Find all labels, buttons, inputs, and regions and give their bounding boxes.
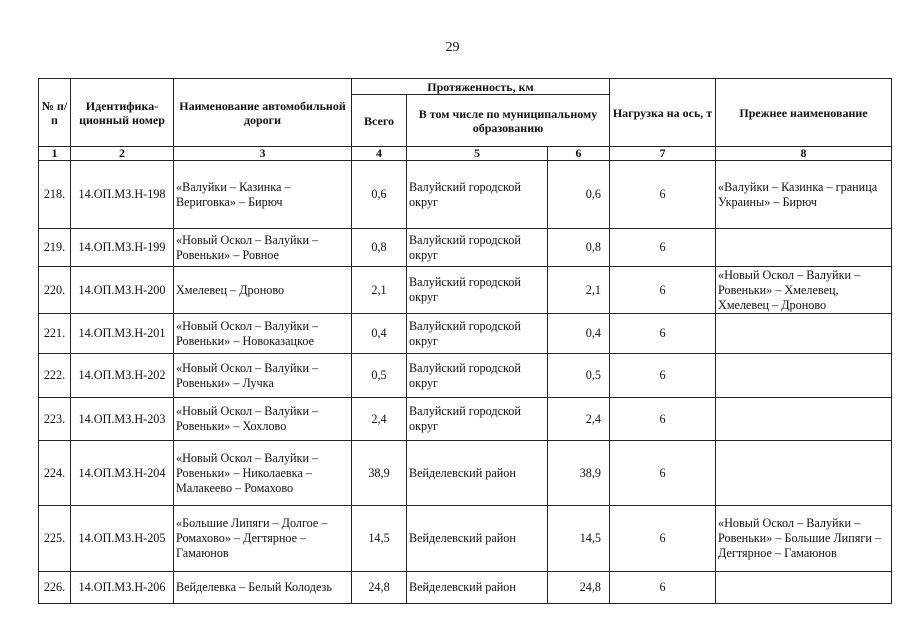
row-municipality: Вейделевский район	[407, 572, 548, 604]
table-row	[39, 314, 892, 354]
row-load: 6	[610, 398, 716, 441]
row-mun-length: 38,9	[548, 441, 610, 506]
row-name: «Новый Оскол – Валуйки – Ровеньки» – Лучка	[174, 354, 352, 398]
row-load: 6	[610, 441, 716, 506]
col-num-2: 2	[71, 147, 174, 161]
table-row	[39, 354, 892, 398]
row-mun-length: 24,8	[548, 572, 610, 604]
row-prev	[716, 229, 892, 267]
row-no: 225.	[39, 506, 71, 572]
row-mun-length: 2,4	[548, 398, 610, 441]
table-row	[39, 572, 892, 604]
row-name: «Валуйки – Казинка – Вериговка» – Бирюч	[174, 161, 352, 229]
table-row	[39, 441, 892, 506]
row-prev	[716, 354, 892, 398]
row-name: «Большие Липяги – Долгое – Ромахово» – Дегтярное – Гамаюнов	[174, 506, 352, 572]
col-num-3: 3	[174, 147, 352, 161]
row-id: 14.ОП.МЗ.Н-203	[71, 398, 174, 441]
row-total: 0,6	[352, 161, 407, 229]
row-id: 14.ОП.МЗ.Н-199	[71, 229, 174, 267]
row-municipality: Валуйский городской округ	[407, 229, 548, 267]
header-name: Наименование автомобильной дороги	[174, 79, 352, 147]
row-load: 6	[610, 572, 716, 604]
row-id: 14.ОП.МЗ.Н-200	[71, 267, 174, 314]
row-prev	[716, 441, 892, 506]
row-no: 224.	[39, 441, 71, 506]
table-row	[39, 267, 892, 314]
row-name: «Новый Оскол – Валуйки – Ровеньки» – Хохлово	[174, 398, 352, 441]
col-num-5: 5	[407, 147, 548, 161]
row-id: 14.ОП.МЗ.Н-205	[71, 506, 174, 572]
row-load: 6	[610, 161, 716, 229]
row-mun-length: 0,6	[548, 161, 610, 229]
row-total: 14,5	[352, 506, 407, 572]
row-municipality: Вейделевский район	[407, 506, 548, 572]
row-municipality: Валуйский городской округ	[407, 314, 548, 354]
row-no: 221.	[39, 314, 71, 354]
row-name: «Новый Оскол – Валуйки – Ровеньки» – Николаевка – Малакеево – Ромахово	[174, 441, 352, 506]
header-no: № п/п	[39, 79, 71, 147]
row-no: 220.	[39, 267, 71, 314]
row-no: 219.	[39, 229, 71, 267]
row-id: 14.ОП.МЗ.Н-204	[71, 441, 174, 506]
row-load: 6	[610, 314, 716, 354]
row-municipality: Вейделевский район	[407, 441, 548, 506]
header-load: Нагрузка на ось, т	[610, 79, 716, 147]
row-no: 223.	[39, 398, 71, 441]
row-id: 14.ОП.МЗ.Н-198	[71, 161, 174, 229]
row-total: 0,5	[352, 354, 407, 398]
page-number: 29	[445, 40, 460, 55]
row-id: 14.ОП.МЗ.Н-202	[71, 354, 174, 398]
row-load: 6	[610, 229, 716, 267]
row-municipality: Валуйский городской округ	[407, 354, 548, 398]
header-prev: Прежнее наименование	[716, 79, 892, 147]
table-row	[39, 506, 892, 572]
row-total: 2,4	[352, 398, 407, 441]
row-mun-length: 0,4	[548, 314, 610, 354]
header-municipal: В том числе по муниципальному образованию	[407, 95, 610, 147]
row-total: 24,8	[352, 572, 407, 604]
row-total: 2,1	[352, 267, 407, 314]
roads-table	[38, 78, 892, 604]
row-id: 14.ОП.МЗ.Н-201	[71, 314, 174, 354]
row-name: «Новый Оскол – Валуйки – Ровеньки» – Новоказацкое	[174, 314, 352, 354]
row-mun-length: 14,5	[548, 506, 610, 572]
row-prev: «Валуйки – Казинка – граница Украины» – Бирюч	[716, 161, 892, 229]
row-mun-length: 0,5	[548, 354, 610, 398]
table-row	[39, 161, 892, 229]
col-num-1: 1	[39, 147, 71, 161]
header-length: Протяженность, км	[352, 79, 610, 95]
row-load: 6	[610, 506, 716, 572]
row-load: 6	[610, 267, 716, 314]
header-total: Всего	[352, 95, 407, 147]
row-municipality: Валуйский городской округ	[407, 267, 548, 314]
row-name: Вейделевка – Белый Колодезь	[174, 572, 352, 604]
col-num-8: 8	[716, 147, 892, 161]
row-total: 0,4	[352, 314, 407, 354]
row-total: 38,9	[352, 441, 407, 506]
row-mun-length: 2,1	[548, 267, 610, 314]
row-municipality: Валуйский городской округ	[407, 398, 548, 441]
col-num-7: 7	[610, 147, 716, 161]
row-no: 222.	[39, 354, 71, 398]
row-prev	[716, 398, 892, 441]
row-load: 6	[610, 354, 716, 398]
row-prev	[716, 572, 892, 604]
row-no: 218.	[39, 161, 71, 229]
row-prev: «Новый Оскол – Валуйки – Ровеньки» – Хмелевец, Хмелевец – Дроново	[716, 267, 892, 314]
row-name: «Новый Оскол – Валуйки – Ровеньки» – Ровное	[174, 229, 352, 267]
row-prev: «Новый Оскол – Валуйки – Ровеньки» – Большие Липяги – Дегтярное – Гамаюнов	[716, 506, 892, 572]
header-id: Идентифика-ционный номер	[71, 79, 174, 147]
row-prev	[716, 314, 892, 354]
table-row	[39, 398, 892, 441]
table-row	[39, 229, 892, 267]
row-id: 14.ОП.МЗ.Н-206	[71, 572, 174, 604]
row-total: 0,8	[352, 229, 407, 267]
row-municipality: Валуйский городской округ	[407, 161, 548, 229]
row-name: Хмелевец – Дроново	[174, 267, 352, 314]
col-num-4: 4	[352, 147, 407, 161]
row-mun-length: 0,8	[548, 229, 610, 267]
col-num-6: 6	[548, 147, 610, 161]
row-no: 226.	[39, 572, 71, 604]
